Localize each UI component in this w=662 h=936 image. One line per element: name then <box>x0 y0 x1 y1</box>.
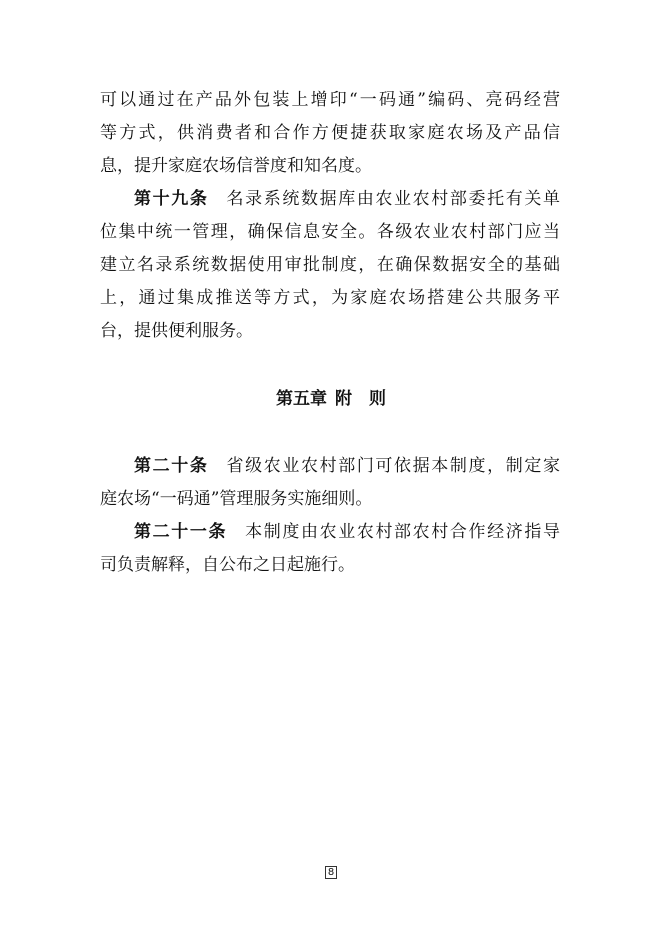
article-20-heading: 第二十条 <box>134 456 209 476</box>
text-line: 可以通过在产品外包装上增印“一码通”编码、亮码经营 <box>100 90 560 110</box>
chapter-heading <box>0 382 662 416</box>
chapter-title: 附 则 <box>335 389 386 409</box>
text-line: 省级农业农村部门可依据本制度，制定家 <box>226 456 561 476</box>
text-line: 位集中统一管理，确保信息安全。各级农业农村部门应当 <box>100 222 560 242</box>
article-20-line <box>134 450 560 482</box>
chapter-number: 第五章 <box>276 389 327 409</box>
text-line: 本制度由农业农村部农村合作经济指导 <box>245 522 561 542</box>
text-line: 庭农场“一码通”管理服务实施细则。 <box>100 489 373 509</box>
article-21-line <box>134 516 560 548</box>
page-number <box>0 866 662 879</box>
article-19-line <box>134 183 560 215</box>
text-line: 上，通过集成推送等方式，为家庭农场搭建公共服务平 <box>100 288 560 308</box>
text-line: 名录系统数据库由农业农村部委托有关单 <box>226 189 561 209</box>
text-line: 等方式，供消费者和合作方便捷获取家庭农场及产品信 <box>100 123 560 143</box>
text-line: 台，提供便利服务。 <box>100 321 253 341</box>
article-19-heading: 第十九条 <box>134 189 209 209</box>
text-line: 司负责解释，自公布之日起施行。 <box>100 555 355 575</box>
page-number-box: 8 <box>325 866 337 879</box>
text-line: 息，提升家庭农场信誉度和知名度。 <box>100 156 372 176</box>
article-21-heading: 第二十一条 <box>134 522 228 542</box>
text-line: 建立名录系统数据使用审批制度，在确保数据安全的基础 <box>100 255 560 275</box>
